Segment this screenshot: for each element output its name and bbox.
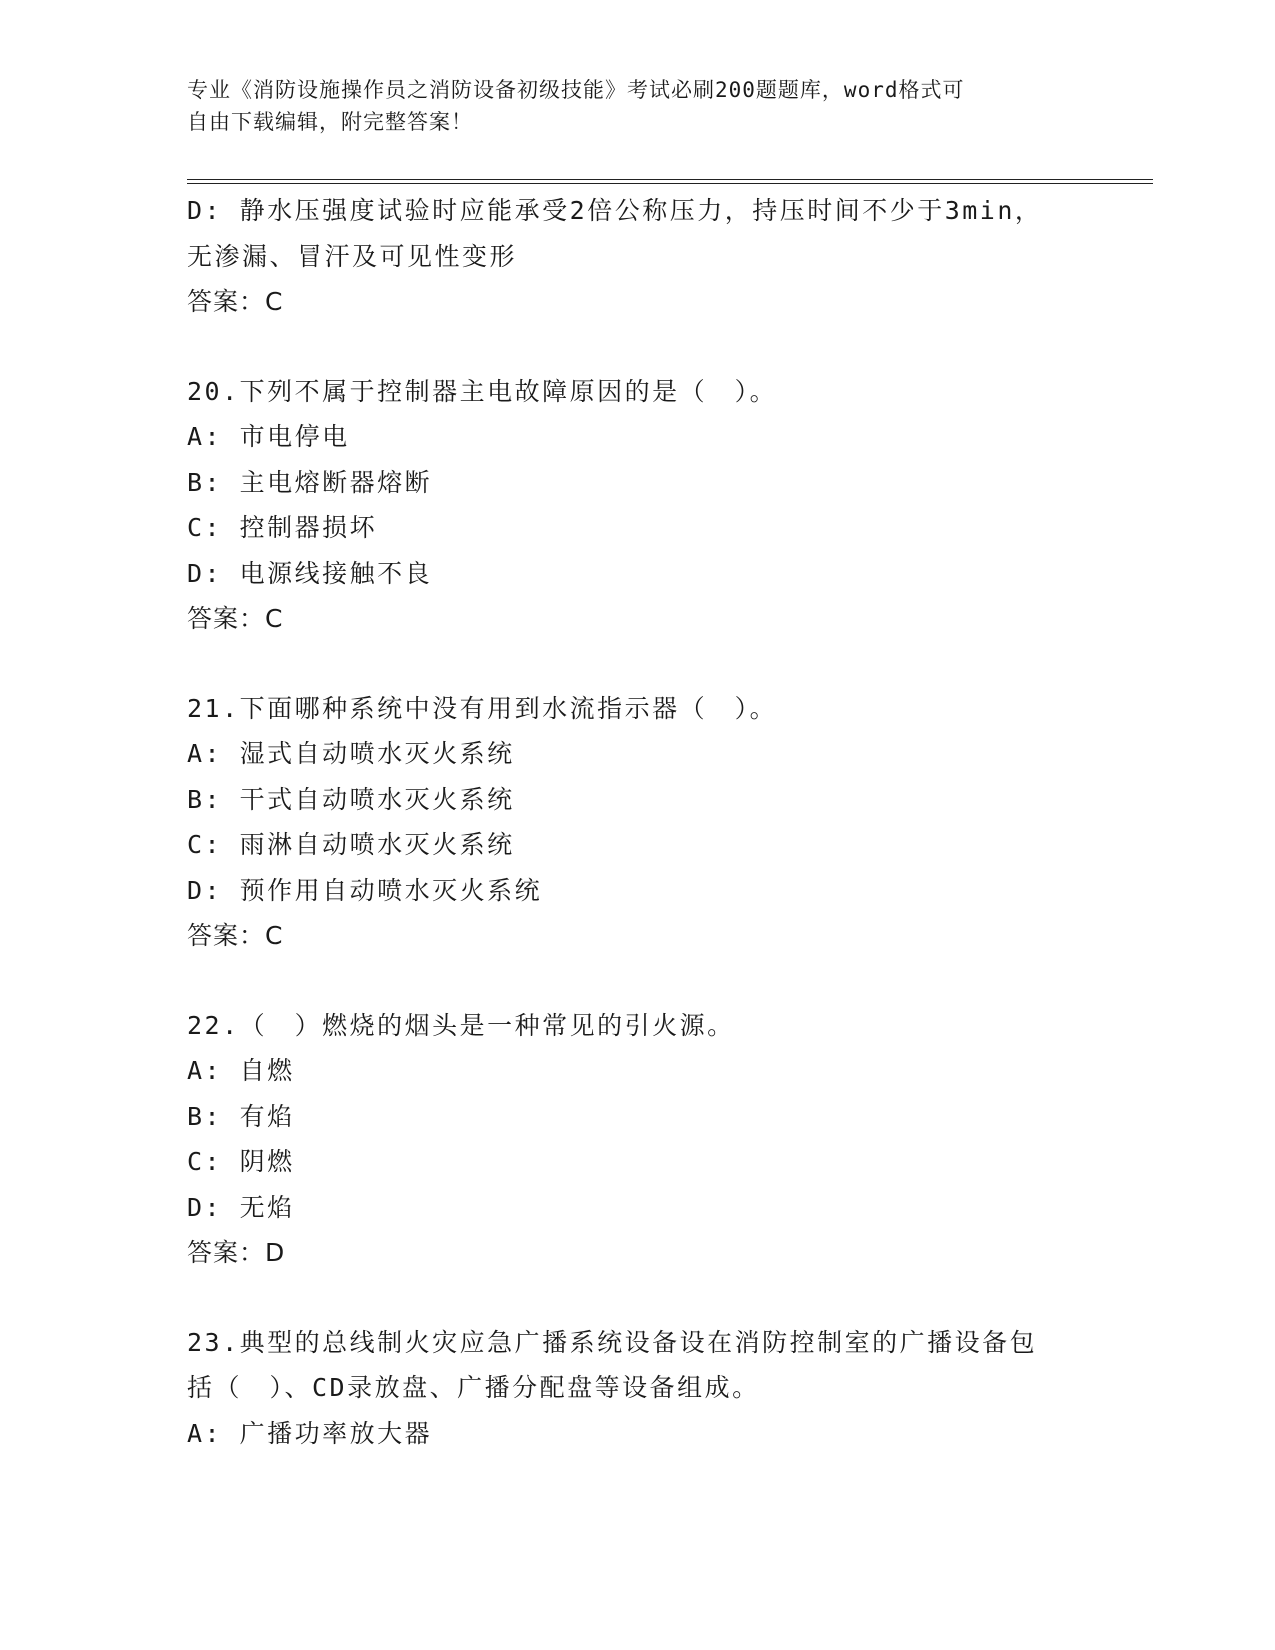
- question-stem: 21.下面哪种系统中没有用到水流指示器（ ）。: [187, 693, 778, 723]
- option-d: D: 无焰: [187, 1192, 295, 1222]
- option-d: D: 预作用自动喷水灭火系统: [187, 875, 543, 905]
- option-c: C: 控制器损坏: [187, 513, 378, 542]
- question-23: [187, 1320, 1087, 1457]
- option-a: A: 自燃: [187, 1056, 295, 1085]
- question-stem: 22.（ ）燃烧的烟头是一种常见的引火源。: [187, 1010, 735, 1040]
- question-20: [187, 369, 1087, 642]
- document-header: [187, 74, 1067, 138]
- option-b: B: 有焰: [187, 1101, 295, 1131]
- option-b: B: 主电熔断器熔断: [187, 467, 433, 497]
- option-a: A: 广播功率放大器: [187, 1418, 433, 1448]
- header-divider-bottom: [187, 183, 1153, 184]
- question-stem-continued: 括（ ）、CD录放盘、广播分配盘等设备组成。: [187, 1373, 760, 1402]
- answer: 答案：D: [187, 1238, 286, 1267]
- question-stem: 23.典型的总线制火灾应急广播系统设备设在消防控制室的广播设备包: [187, 1327, 1038, 1357]
- question-22: [187, 1003, 1087, 1276]
- option-a: A: 湿式自动喷水灭火系统: [187, 739, 515, 768]
- header-line-2: 自由下载编辑，附完整答案！: [187, 110, 473, 134]
- option-d: D: 电源线接触不良: [187, 558, 433, 588]
- header-line-1: 专业《消防设施操作员之消防设备初级技能》考试必刷200题题库，word格式可: [187, 78, 965, 102]
- document-body: [187, 188, 1087, 1456]
- option-d: D: 静水压强度试验时应能承受2倍公称压力，持压时间不少于3min，: [187, 196, 1043, 225]
- question-stem: 20.下列不属于控制器主电故障原因的是（ ）。: [187, 376, 778, 406]
- option-d-continued: 无渗漏、冒汗及可见性变形: [187, 241, 518, 271]
- option-c: C: 雨淋自动喷水灭火系统: [187, 830, 515, 859]
- option-c: C: 阴燃: [187, 1147, 295, 1176]
- option-a: A: 市电停电: [187, 422, 350, 451]
- answer: 答案：C: [187, 604, 284, 633]
- option-b: B: 干式自动喷水灭火系统: [187, 784, 515, 814]
- previous-question-tail: [187, 188, 1087, 325]
- question-21: [187, 686, 1087, 959]
- answer: 答案：C: [187, 921, 284, 950]
- header-divider-top: [187, 179, 1153, 180]
- answer: 答案：C: [187, 287, 284, 316]
